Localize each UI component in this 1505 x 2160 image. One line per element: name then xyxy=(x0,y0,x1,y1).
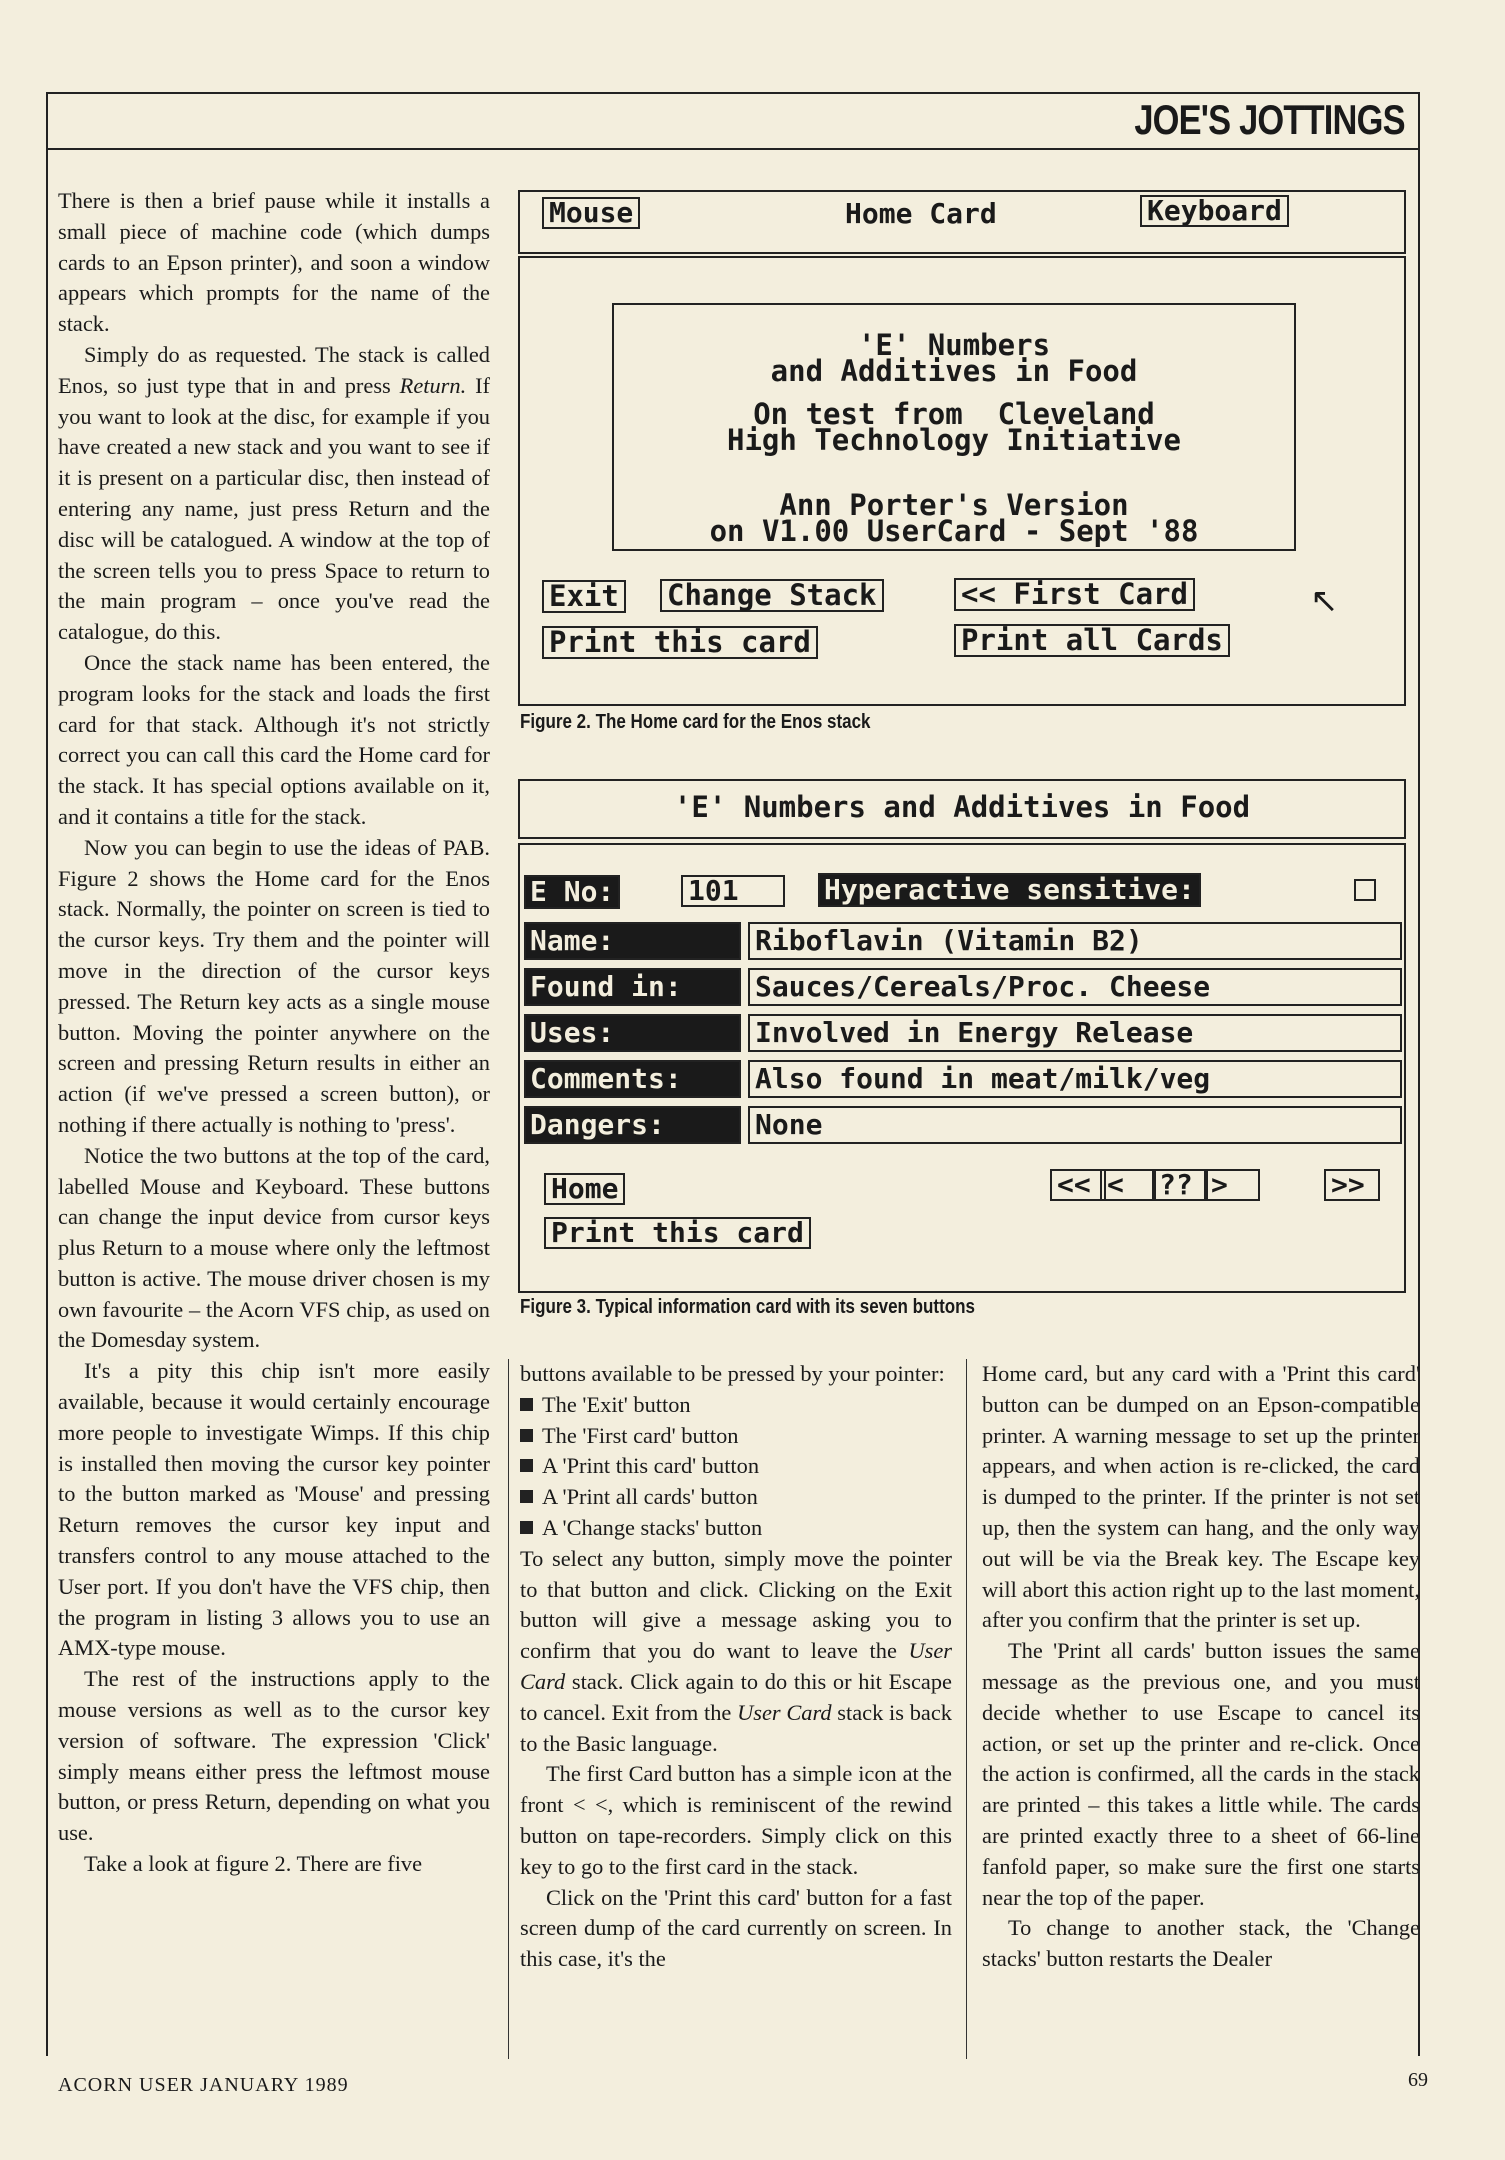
field-label: E No: xyxy=(524,875,620,909)
figure-caption: Figure 3. Typical information card with its seven buttons xyxy=(520,1296,975,1318)
paragraph: The first Card button has a simple icon at the front < <, which is reminiscent of the rewind button on tape-recorders. Simply click on this key to go to the first card in the stack. xyxy=(520,1761,952,1879)
uses-field[interactable]: Involved in Energy Release xyxy=(748,1014,1402,1052)
figure-caption: Figure 2. The Home card for the Enos stack xyxy=(520,711,871,733)
dangers-field[interactable]: None xyxy=(748,1106,1402,1144)
paragraph: There is then a brief pause while it installs a small piece of machine code (which dumps cards to an Epson printer), and soon a window appears which prompts for the name of the stack. xyxy=(58,188,490,337)
fig2-top-bar xyxy=(518,190,1406,254)
paragraph: To select any button, simply move the pointer to that button and click. Clicking on the Exit button will give a message asking you to confirm that you do want to leave the User Card stack. Click again to do this or hit Escape to cancel. Exit from the User Card stack is back to the Basic language. xyxy=(520,1545,952,1756)
paragraph: buttons available to be pressed by your pointer: xyxy=(520,1361,945,1386)
column-2 xyxy=(520,1359,952,1975)
name-field[interactable]: Riboflavin (Vitamin B2) xyxy=(748,922,1402,960)
title-line: High Technology Initiative xyxy=(727,423,1181,457)
found-in-field[interactable]: Sauces/Cereals/Proc. Cheese xyxy=(748,968,1402,1006)
fig3-card-body xyxy=(518,843,1406,1293)
list-item: The 'Exit' button xyxy=(520,1390,952,1421)
title-line: On test from Cleveland xyxy=(753,397,1155,431)
next-card-nav-button[interactable]: > xyxy=(1204,1169,1260,1201)
title-line: and Additives in Food xyxy=(770,354,1138,388)
field-label: Dangers: xyxy=(524,1106,741,1144)
header-rule xyxy=(48,148,1418,150)
paragraph: Simply do as requested. The stack is called Enos, so just type that in and press Return. If you want to look at the disc, for example if you have created a new stack and you want to see if it is present on a particular disc, then instead of entering any name, just press Return and the disc will be catalogued. A window at the top of the screen tells you to press Space to return to the main program – once you've read the catalogue, do this. xyxy=(58,341,490,645)
keyboard-button[interactable]: Keyboard xyxy=(1140,195,1289,227)
paragraph: Click on the 'Print this card' button for a fast screen dump of the card currently on screen. In this case, it's the xyxy=(520,1884,952,1972)
section-title: JOE'S JOTTINGS xyxy=(1134,96,1405,143)
list-item: The 'First card' button xyxy=(520,1421,952,1452)
bullet-list xyxy=(520,1390,952,1544)
field-label: Found in: xyxy=(524,968,741,1006)
first-card-nav-button[interactable]: << xyxy=(1050,1169,1106,1201)
list-item: A 'Change stacks' button xyxy=(520,1513,952,1544)
footer-issue: ACORN USER JANUARY 1989 xyxy=(58,2074,349,2096)
paragraph: Take a look at figure 2. There are five xyxy=(84,1851,423,1877)
field-label: Comments: xyxy=(524,1060,741,1098)
mouse-button[interactable]: Mouse xyxy=(542,197,640,229)
exit-button[interactable]: Exit xyxy=(542,580,626,613)
home-card-title: Home Card xyxy=(845,197,997,230)
last-card-nav-button[interactable]: >> xyxy=(1324,1169,1380,1201)
title-panel xyxy=(612,303,1296,551)
field-label: Hyperactive sensitive: xyxy=(818,873,1201,907)
first-card-button[interactable]: << First Card xyxy=(954,578,1195,611)
column-1 xyxy=(58,186,490,1880)
paragraph: Now you can begin to use the ideas of PAB. Figure 2 shows the Home card for the Enos stack. Normally, the pointer on screen is tied to the cursor keys. Try them and the pointer will move in the direction of the cursor keys pressed. The Return key acts as a single mouse button. Moving the pointer anywhere on the screen and pressing Return results in either an action (if we've pressed a screen button), or nothing if there actually is nothing to 'press'. xyxy=(58,834,490,1137)
print-this-card-button[interactable]: Print this card xyxy=(542,626,818,659)
fig3-title-bar xyxy=(518,779,1406,839)
previous-card-nav-button[interactable]: < xyxy=(1100,1169,1156,1201)
field-label: Name: xyxy=(524,922,741,960)
e-number-field[interactable]: 101 xyxy=(681,875,785,907)
fig2-card-body xyxy=(518,256,1406,706)
hyperactive-checkbox[interactable] xyxy=(1354,879,1376,901)
title-line: Ann Porter's Version xyxy=(779,488,1129,522)
print-all-cards-button[interactable]: Print all Cards xyxy=(954,624,1230,657)
comments-field[interactable]: Also found in meat/milk/veg xyxy=(748,1060,1402,1098)
column-rule xyxy=(508,1359,509,2059)
page-number: 69 xyxy=(1408,2069,1428,2091)
paragraph: To change to another stack, the 'Change stacks' button restarts the Dealer xyxy=(982,1915,1420,1972)
pointer-arrow-icon: ↖ xyxy=(1310,581,1339,621)
card-title: 'E' Numbers and Additives in Food xyxy=(673,790,1251,824)
list-item: A 'Print this card' button xyxy=(520,1451,952,1482)
title-line: 'E' Numbers xyxy=(857,328,1051,362)
paragraph: The 'Print all cards' button issues the same message as the previous one, and you must decide whether to use Escape to cancel its action, or set up the printer and re-click. Once the action is confirmed, all the cards in the stack are printed – this takes a little while. The cards are printed exactly three to a sheet of 66-line fanfold paper, so make sure the first one starts near the top of the paper. xyxy=(982,1638,1420,1910)
paragraph: The rest of the instructions apply to the mouse versions as well as to the cursor key version of software. The expression 'Click' simply means either press the leftmost mouse button, or press Return, depending on what you use. xyxy=(58,1666,490,1846)
find-card-nav-button[interactable]: ?? xyxy=(1152,1169,1208,1201)
column-rule xyxy=(966,1359,967,2059)
change-stack-button[interactable]: Change Stack xyxy=(660,579,884,612)
list-item: A 'Print all cards' button xyxy=(520,1482,952,1513)
paragraph: Once the stack name has been entered, the program looks for the stack and loads the first card for that stack. Although it's not strictly correct you can call this card the Home card for the stack. It has special options available on it, and it contains a title for the stack. xyxy=(58,649,490,829)
title-line: on V1.00 UserCard - Sept '88 xyxy=(709,514,1199,548)
column-3 xyxy=(982,1359,1420,1975)
paragraph: Notice the two buttons at the top of the card, labelled Mouse and Keyboard. These buttons can change the input device from cursor keys plus Return to a mouse where only the leftmost button is active. The mouse driver chosen is my own favourite – the Acorn VFS chip, as used on the Domesday system. xyxy=(58,1142,490,1353)
print-this-card-button[interactable]: Print this card xyxy=(544,1217,811,1249)
field-label: Uses: xyxy=(524,1014,741,1052)
paragraph: It's a pity this chip isn't more easily available, because it would certainly encourage more people to investigate Wimps. If this chip is installed then moving the cursor key pointer to the button marked as 'Mouse' and pressing Return removes the cursor key input and transfers control to any mouse attached to the User port. If you don't have the VFS chip, then the program in listing 3 allows you to use an AMX-type mouse. xyxy=(58,1358,490,1661)
home-button[interactable]: Home xyxy=(544,1173,625,1205)
paragraph: Home card, but any card with a 'Print this card' button can be dumped on an Epson-compatible printer. A warning message to set up the printer appears, and when action is re-clicked, the card is dumped to the printer. If the printer is not set up, then the system can hang, and the only way out will be via the Break key. The Escape key will abort this action right up to the last moment, after you confirm that the printer is set up. xyxy=(982,1361,1420,1633)
